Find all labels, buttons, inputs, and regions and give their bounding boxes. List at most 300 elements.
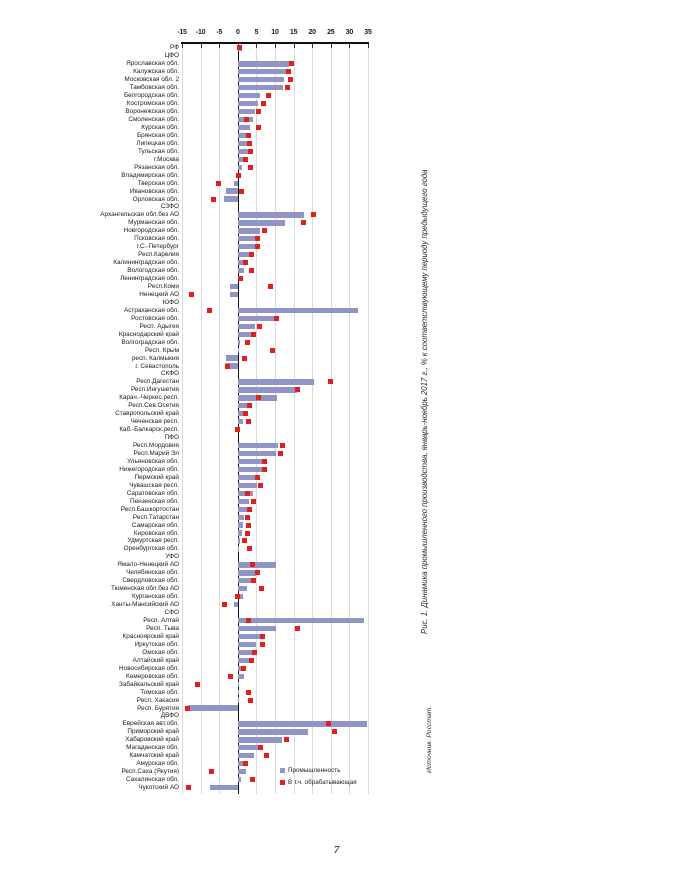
- chart-row: [134, 640, 368, 648]
- chart-row: [137, 179, 368, 187]
- region-label: Ненецкий АО: [139, 290, 179, 298]
- region-label: ДВФО: [160, 712, 179, 720]
- chart-row: [136, 378, 368, 386]
- chart-row: [136, 696, 368, 704]
- chart-row: [129, 84, 368, 92]
- industry-bar: [238, 697, 239, 702]
- region-label: Респ.Марий Эл: [133, 450, 179, 457]
- manufacturing-marker: [278, 451, 283, 456]
- region-label: Респ.Карелия: [138, 251, 179, 259]
- industry-bar: [238, 77, 285, 82]
- region-label: Ульяновская обл.: [127, 457, 179, 465]
- region-label: Калининградская обл.: [113, 259, 179, 267]
- chart-row: [141, 123, 368, 132]
- region-label: Калужская обл.: [133, 68, 179, 76]
- industry-bar: [234, 602, 238, 607]
- manufacturing-marker: [228, 674, 233, 679]
- chart-row: [125, 672, 368, 680]
- manufacturing-marker: [238, 276, 243, 281]
- region-label: Респ.Татарстан: [132, 513, 179, 521]
- industry-bar: [238, 244, 256, 249]
- manufacturing-marker: [236, 173, 241, 178]
- industry-bar: [238, 451, 276, 456]
- industry-bar: [238, 515, 245, 520]
- region-label: Краснодарский край: [118, 330, 179, 338]
- industry-bar: [238, 252, 250, 257]
- chart-row: [123, 545, 368, 553]
- industry-bar: [238, 324, 255, 329]
- industry-bar: [238, 721, 367, 726]
- region-label: СЗФО: [160, 203, 179, 211]
- region-label: г.Москва: [153, 155, 179, 163]
- industry-bar: [238, 268, 245, 273]
- region-label: Самарская обл.: [131, 521, 179, 529]
- region-label: Рязанская обл.: [134, 163, 179, 171]
- chart-row: [139, 290, 368, 299]
- manufacturing-marker: [284, 737, 289, 742]
- region-label: Респ. Адыгея: [139, 322, 179, 330]
- industry-bar: [238, 379, 314, 384]
- chart-row: [132, 513, 368, 521]
- industry-bar: [238, 483, 257, 488]
- industry-bar: [238, 729, 309, 734]
- region-label: Респ.Ингушетия: [130, 386, 179, 394]
- manufacturing-marker: [250, 777, 255, 782]
- manufacturing-marker: [237, 45, 242, 50]
- chart-row: [123, 92, 368, 100]
- industry-bar: [238, 340, 241, 345]
- region-label: Респ.Дагестан: [136, 378, 179, 386]
- region-label: Томская обл.: [140, 688, 179, 696]
- axis-tick-label: 0: [235, 29, 240, 36]
- manufacturing-marker: [211, 197, 216, 202]
- industry-bar: [238, 737, 282, 742]
- region-label: Респ.Сев.Осетия: [128, 402, 179, 410]
- region-label: Тамбовская обл.: [129, 84, 179, 92]
- region-label: Респ. Алтай: [143, 617, 179, 625]
- manufacturing-marker: [248, 149, 253, 154]
- chart-legend: [280, 764, 357, 788]
- region-label: Амурская обл.: [136, 760, 179, 768]
- manufacturing-marker: [245, 531, 250, 536]
- chart-row: [122, 577, 368, 585]
- region-label: Ярославская обл.: [126, 60, 179, 68]
- industry-bar: [238, 618, 364, 623]
- manufacturing-marker: [288, 77, 293, 82]
- region-label: Респ. Хакасия: [136, 696, 179, 704]
- manufacturing-marker: [247, 546, 252, 551]
- chart-row: [128, 115, 368, 124]
- region-label: СФО: [164, 609, 179, 617]
- chart-row: [119, 680, 368, 688]
- manufacturing-marker: [244, 117, 249, 122]
- chart-row: [142, 648, 368, 656]
- chart-row: [134, 473, 368, 481]
- industry-bar: [238, 165, 242, 170]
- region-label: Ростовская обл.: [131, 314, 179, 322]
- chart-row: [130, 386, 368, 394]
- manufacturing-marker: [189, 292, 194, 297]
- region-label: Вологодская обл.: [127, 267, 179, 275]
- axis-tick-label: 25: [327, 29, 335, 36]
- chart-row: [122, 632, 368, 641]
- industry-bar: [238, 101, 258, 106]
- manufacturing-marker: [248, 165, 253, 170]
- manufacturing-marker: [246, 419, 251, 424]
- industry-bar: [238, 674, 244, 679]
- chart-row: [126, 489, 368, 497]
- manufacturing-marker: [264, 753, 269, 758]
- industry-bar: [238, 690, 239, 695]
- region-label: Свердловская обл.: [122, 577, 179, 585]
- industry-bar: [238, 642, 256, 647]
- industry-bar: [238, 125, 250, 130]
- industry-bar: [238, 475, 256, 480]
- industry-bar: [226, 355, 238, 360]
- manufacturing-marker: [259, 586, 264, 591]
- manufacturing-marker: [225, 364, 230, 369]
- chart-row: [123, 306, 368, 314]
- manufacturing-marker: [185, 706, 190, 711]
- region-label: Магаданская обл.: [126, 744, 179, 752]
- chart-row: [131, 521, 368, 529]
- manufacturing-marker: [250, 562, 255, 567]
- industry-bar: [238, 316, 274, 321]
- industry-bar: [238, 753, 254, 758]
- chart-row: [118, 330, 368, 338]
- manufacturing-marker: [246, 523, 251, 528]
- manufacturing-marker: [243, 761, 248, 766]
- region-label: Саратовская обл.: [126, 489, 179, 497]
- region-label: Липецкая обл.: [136, 139, 179, 147]
- chart-row: [160, 712, 368, 720]
- manufacturing-marker: [216, 181, 221, 186]
- region-label: Забайкальский край: [119, 680, 179, 688]
- region-label: Волгоградская обл.: [121, 338, 179, 346]
- region-label: Ханты-Мансийский АО: [111, 601, 179, 609]
- chart-plot-area: [100, 29, 372, 794]
- manufacturing-marker: [195, 682, 200, 687]
- chart-row: [129, 752, 368, 760]
- manufacturing-marker: [251, 499, 256, 504]
- axis-tick-label: 35: [364, 29, 372, 36]
- region-label: г.С.-Петербург: [136, 243, 179, 251]
- region-label: Чеченская респ.: [130, 418, 179, 426]
- chart-row: [130, 497, 368, 505]
- region-label: Респ. Крым: [144, 346, 179, 354]
- region-label: Карач.-Черкес.респ.: [119, 394, 179, 402]
- manufacturing-marker: [209, 769, 214, 774]
- axis-tick-label: -15: [177, 29, 187, 36]
- region-label: Тверская обл.: [137, 179, 179, 187]
- chart-row: [126, 744, 368, 752]
- manufacturing-marker: [247, 403, 252, 408]
- manufacturing-marker: [256, 395, 261, 400]
- industry-bar: [238, 530, 242, 535]
- industry-bar: [238, 93, 260, 98]
- region-label: Респ.Башкортостан: [120, 505, 179, 513]
- industry-bar: [238, 570, 257, 575]
- industry-bar: [238, 522, 244, 527]
- manufacturing-marker: [252, 650, 257, 655]
- region-label: Иркутская обл.: [134, 640, 179, 648]
- region-label: Чукотский АО: [138, 784, 179, 792]
- region-label: Ставропольский край: [115, 410, 179, 418]
- region-label: Воронежская обл.: [125, 108, 179, 116]
- region-label: Респ.Саха (Якутия): [121, 768, 179, 776]
- manufacturing-marker: [247, 507, 252, 512]
- chart-row: [121, 338, 368, 346]
- region-label: Пензенская обл.: [130, 497, 179, 505]
- region-label: Московская обл. 2: [124, 76, 179, 84]
- region-label: Челябинская обл.: [126, 569, 179, 577]
- axis-tick: [368, 44, 369, 48]
- chart-row: [126, 569, 368, 577]
- chart-row: [119, 394, 368, 402]
- region-label: Астраханская обл.: [123, 306, 179, 314]
- chart-row: [161, 370, 368, 378]
- industry-legend-swatch-icon: [280, 768, 285, 773]
- chart-row: [127, 267, 368, 275]
- manufacturing-marker: [247, 141, 252, 146]
- industry-bar: [238, 777, 241, 782]
- manufacturing-marker: [248, 698, 253, 703]
- industry-bar: [238, 220, 285, 225]
- manufacturing-marker: [285, 85, 290, 90]
- industry-bar: [238, 61, 289, 66]
- chart-row: [133, 68, 368, 76]
- axis-tick-label: -5: [216, 29, 223, 36]
- region-label: Омская обл.: [142, 648, 179, 656]
- industry-bar: [238, 212, 305, 217]
- manufacturing-marker: [280, 443, 285, 448]
- manufacturing-marker: [326, 721, 331, 726]
- industry-bar: [238, 348, 239, 353]
- chart-row: [147, 282, 368, 291]
- manufacturing-marker: [186, 785, 191, 790]
- chart-row: [127, 457, 368, 466]
- industry-bar: [224, 196, 237, 201]
- manufacturing-marker: [295, 387, 300, 392]
- chart-row: [138, 251, 368, 259]
- region-label: Респ.Мордовия: [132, 442, 179, 450]
- chart-row: [164, 52, 368, 60]
- chart-row: [130, 418, 368, 426]
- chart-row: [127, 537, 368, 545]
- region-label: Хабаровский край: [125, 736, 179, 744]
- manufacturing-marker: [262, 467, 267, 472]
- industry-bar: [238, 419, 243, 424]
- industry-bar: [238, 467, 262, 472]
- chart-row: [136, 139, 368, 147]
- chart-row: [164, 434, 368, 442]
- industry-bar: [238, 626, 276, 631]
- chart-row: [126, 60, 368, 68]
- region-label: Камчатский край: [129, 752, 179, 760]
- manufacturing-marker: [260, 642, 265, 647]
- chart-row: [127, 728, 368, 736]
- chart-row: [132, 656, 368, 664]
- industry-bar: [238, 562, 276, 567]
- industry-bar: [238, 443, 278, 448]
- chart-row: [115, 410, 368, 418]
- chart-row: [133, 450, 368, 458]
- manufacturing-marker: [289, 61, 294, 66]
- axis-tick-label: -10: [195, 29, 206, 36]
- chart-row: [136, 131, 368, 139]
- manufacturing-marker: [243, 157, 248, 162]
- manufacturing-marker: [260, 634, 265, 639]
- chart-row: [124, 76, 368, 84]
- manufacturing-marker: [257, 324, 262, 329]
- chart-row: [136, 243, 368, 251]
- region-label: Новгородская обл.: [123, 227, 179, 235]
- industry-bar: [238, 228, 260, 233]
- manufacturing-marker: [274, 316, 279, 321]
- region-label: Курская обл.: [141, 123, 179, 131]
- manufacturing-marker: [255, 236, 260, 241]
- region-label: ПФО: [164, 434, 179, 442]
- industry-bar: [230, 284, 237, 289]
- manufacturing-marker: [235, 594, 240, 599]
- manufacturing-marker: [249, 658, 254, 663]
- industry-bar: [238, 586, 247, 591]
- chart-row: [164, 609, 368, 617]
- region-label: Ивановская обл.: [129, 187, 179, 195]
- legend-label-manufacturing: В т.ч. обрабатывающая: [288, 778, 357, 786]
- manufacturing-marker: [251, 332, 256, 337]
- manufacturing-marker: [241, 666, 246, 671]
- manufacturing-marker: [295, 626, 300, 631]
- chart-row: [129, 187, 368, 195]
- manufacturing-marker: [235, 427, 240, 432]
- manufacturing-marker: [255, 570, 260, 575]
- region-label: Белгородская обл.: [123, 92, 179, 100]
- industry-bar: [188, 705, 238, 710]
- manufacturing-marker: [239, 189, 244, 194]
- industry-bar: [238, 682, 239, 687]
- manufacturing-marker: [256, 125, 261, 130]
- region-label: Приморский край: [127, 728, 179, 736]
- region-label: г. Севастополь: [135, 362, 179, 370]
- region-label: Новосибирская обл.: [119, 664, 179, 672]
- manufacturing-marker: [261, 101, 266, 106]
- chart-row: [120, 275, 368, 283]
- industry-bar: [238, 236, 255, 241]
- manufacturing-legend-swatch-icon: [280, 780, 285, 785]
- region-label: Респ.Коми: [147, 282, 179, 290]
- region-label: Респ. Бурятия: [137, 704, 179, 712]
- chart-row: [125, 736, 368, 744]
- manufacturing-marker: [245, 491, 250, 496]
- manufacturing-marker: [249, 252, 254, 257]
- manufacturing-marker: [270, 348, 275, 353]
- legend-item-industry: [280, 764, 357, 776]
- chart-row: [134, 163, 368, 171]
- industry-bar: [234, 181, 237, 186]
- industry-bar: [238, 459, 262, 464]
- industry-bar: [238, 109, 255, 114]
- manufacturing-marker: [249, 268, 254, 273]
- chart-row: [143, 617, 368, 625]
- region-label: Курганская обл.: [131, 593, 179, 601]
- region-label: РФ: [169, 44, 179, 52]
- region-label: СКФО: [161, 370, 179, 378]
- manufacturing-marker: [242, 538, 247, 543]
- region-label: Красноярский край: [122, 632, 179, 640]
- region-label: Владимирская обл.: [121, 171, 179, 179]
- chart-row: [137, 147, 368, 155]
- chart-row: [132, 442, 368, 450]
- region-label: Каб.-Балкарск.респ.: [119, 426, 179, 434]
- chart-row: [134, 235, 368, 243]
- manufacturing-marker: [258, 483, 263, 488]
- manufacturing-marker: [286, 69, 291, 74]
- chart-row: [146, 624, 368, 633]
- region-label: Сахалинская обл.: [125, 776, 179, 784]
- industry-bar: [238, 387, 297, 392]
- region-label: Еврейская авт.обл.: [122, 720, 179, 728]
- chart-row: [128, 219, 368, 227]
- manufacturing-marker: [256, 109, 261, 114]
- chart-row: [140, 688, 368, 696]
- manufacturing-marker: [251, 578, 256, 583]
- region-label: Тюменская обл.без АО: [111, 585, 179, 593]
- industry-bar: [226, 188, 238, 193]
- page-number: 7: [333, 844, 340, 856]
- legend-label-industry: Промышленность: [288, 766, 341, 774]
- chart-row: [169, 44, 368, 52]
- chart-row: [144, 346, 368, 354]
- manufacturing-marker: [258, 745, 263, 750]
- chart-row: [160, 203, 368, 211]
- manufacturing-marker: [246, 618, 251, 623]
- industry-bar: [210, 785, 238, 790]
- region-label: респ. Калмыкия: [131, 354, 179, 362]
- legend-item-manufacturing: [280, 776, 357, 788]
- manufacturing-marker: [245, 340, 250, 345]
- chart-row: [117, 561, 368, 569]
- region-label: Ленинградская обл.: [120, 275, 179, 283]
- figure-caption: Рис. 1. Динамика промышленного производства, январь-ноябрь 2017 г., % к соответствующему периоду предыдущего года: [420, 169, 429, 635]
- manufacturing-marker: [245, 515, 250, 520]
- industry-bar: [238, 507, 247, 512]
- chart-rows: [100, 44, 368, 792]
- region-label: Псковская обл.: [134, 235, 179, 243]
- chart-row: [132, 195, 368, 203]
- chart-row: [121, 171, 368, 179]
- manufacturing-marker: [246, 690, 251, 695]
- industry-bar: [238, 546, 239, 551]
- manufacturing-marker: [242, 356, 247, 361]
- region-label: Чувашская респ.: [129, 481, 179, 489]
- region-label: Алтайский край: [132, 656, 179, 664]
- region-label: Смоленская обл.: [128, 115, 179, 123]
- region-label: Удмуртская респ.: [127, 537, 179, 545]
- region-label: Архангельская обл.без АО: [100, 211, 179, 219]
- region-label: Брянская обл.: [136, 131, 179, 139]
- chart-row: [128, 402, 368, 410]
- chart-row: [111, 585, 368, 593]
- chart-row: [139, 322, 368, 330]
- manufacturing-marker: [255, 475, 260, 480]
- chart-row: [119, 465, 368, 474]
- industry-bar: [238, 69, 287, 74]
- chart-row: [131, 354, 368, 362]
- chart-row: [122, 720, 368, 728]
- industry-bar: [238, 499, 250, 504]
- manufacturing-marker: [255, 244, 260, 249]
